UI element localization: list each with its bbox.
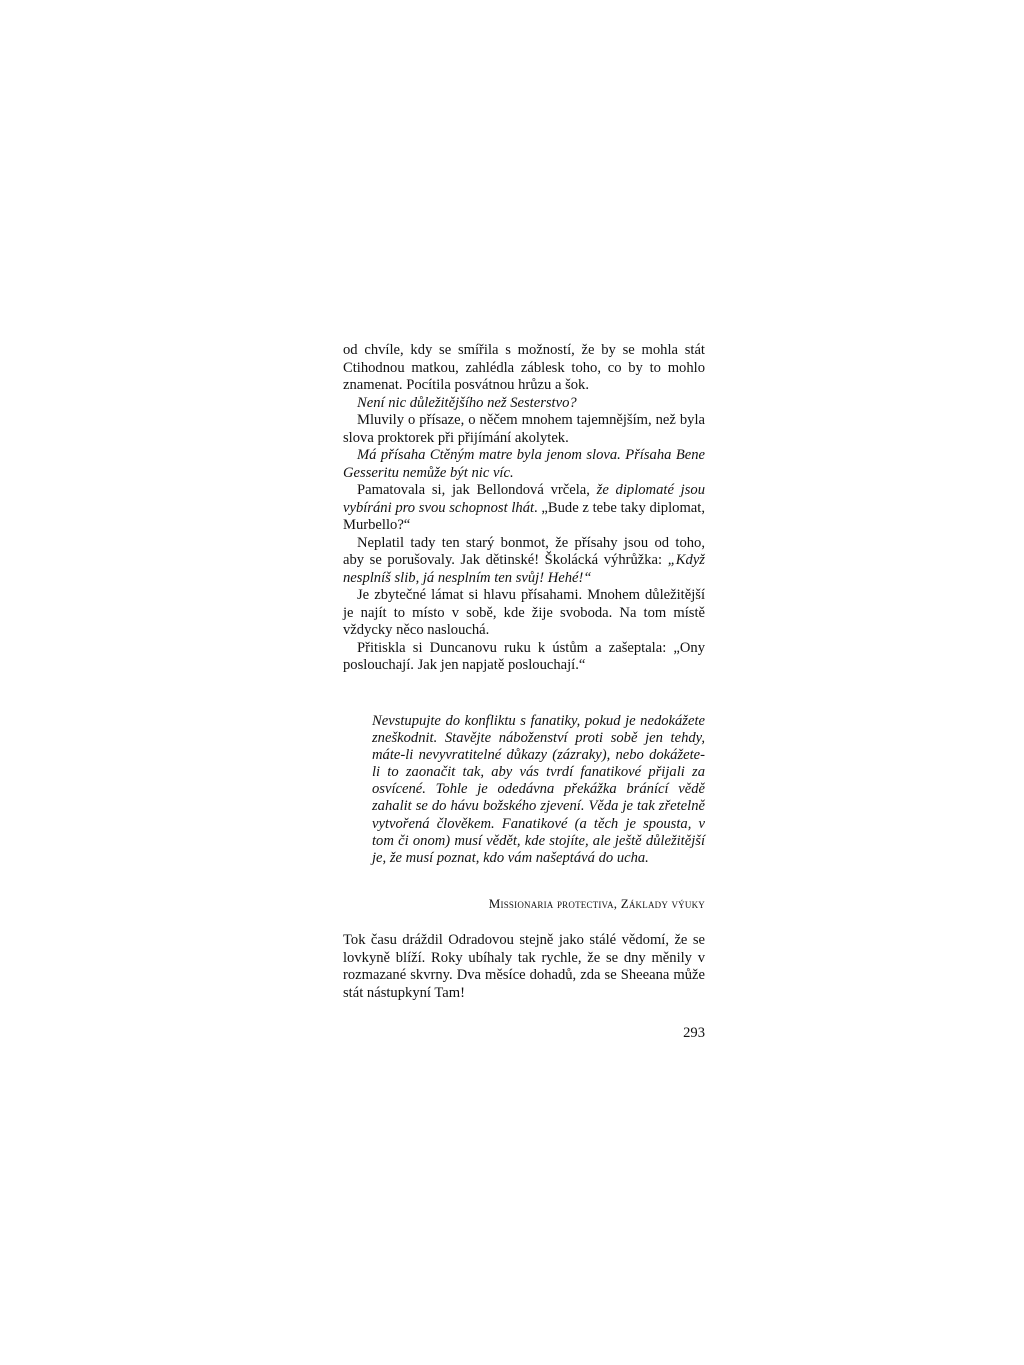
paragraph: Přitiskla si Duncanovu ruku k ústům a zašeptala: „Ony poslouchají. Jak jen napjatě poslouchají.“ <box>343 639 705 673</box>
paragraph <box>343 482 705 535</box>
paragraph-text: Neplatil tady ten starý bonmot, že přísahy jsou od toho, aby se porušovaly. Jak dětinské! Školácká výhrůžka: <box>343 534 705 568</box>
italic-paragraph: Má přísaha Ctěným matre byla jenom slova. Přísaha Bene Gesseritu nemůže být nic víc. <box>343 447 705 481</box>
paragraph: od chvíle, kdy se smířila s možností, že by se mohla stát Ctihodnou matkou, zahlédla záblesk toho, co by to mohlo znamenat. Pocítila posvátnou hrůzu a šok. <box>343 342 705 393</box>
paragraph: Mluvily o přísaze, o něčem mnohem tajemnějším, než byla slova proktorek při přijímání akolytek. <box>343 412 705 446</box>
paragraph: Tok času dráždil Odradovou stejně jako stálé vědomí, že se lovkyně blíží. Roky ubíhaly tak rychle, že se dny měnily v rozmazané skvrny. Dva měsíce dohadů, zda se Sheeana může stát nástupkyní Tam! <box>343 932 705 1001</box>
paragraph: Je zbytečné lámat si hlavu přísahami. Mnohem důležitější je najít to místo v sobě, kde žije svoboda. Na tom místě vždycky něco naslouchá. <box>343 587 705 638</box>
page-number: 293 <box>683 1025 705 1041</box>
paragraph-text: Pamatovala si, jak Bellondová vrčela, <box>357 482 597 498</box>
paragraph <box>343 535 705 588</box>
italic-quote: „Když nesplníš slib, já nesplním ten svůj! Hehé!“ <box>343 552 705 586</box>
epigraph-attribution: Missionaria protectiva, Základy výuky <box>488 896 705 911</box>
main-text-block <box>343 342 705 675</box>
italic-quote: že diplomaté jsou vybíráni pro svou schopnost lhát <box>343 482 705 516</box>
section-text-block <box>343 932 705 1002</box>
paragraph-text: . „Bude z tebe taky diplomat, Murbello?“ <box>343 499 705 533</box>
epigraph: Nevstupujte do konfliktu s fanatiky, pokud je nedokážete zneškodnit. Stavějte náboženství proti sobě jen tehdy, máte-li nevyvratitelné důkazy (zázraky), nebo dokážete-li to zaonačit tak, aby vás tvrdí fanatikové přijali za osvícené. Tohle je odedávna překážka bránící vědě zahalit se do hávu božského zjevení. Věda je tak zřetelně vytvořená člověkem. Fanatikové (a těch je spousta, v tom či onom) musí vědět, kde stojíte, ale ještě důležitější je, že musí poznat, kdo vám našeptává do ucha. <box>372 713 705 866</box>
italic-paragraph: Není nic důležitějšího než Sesterstvo? <box>357 394 577 411</box>
